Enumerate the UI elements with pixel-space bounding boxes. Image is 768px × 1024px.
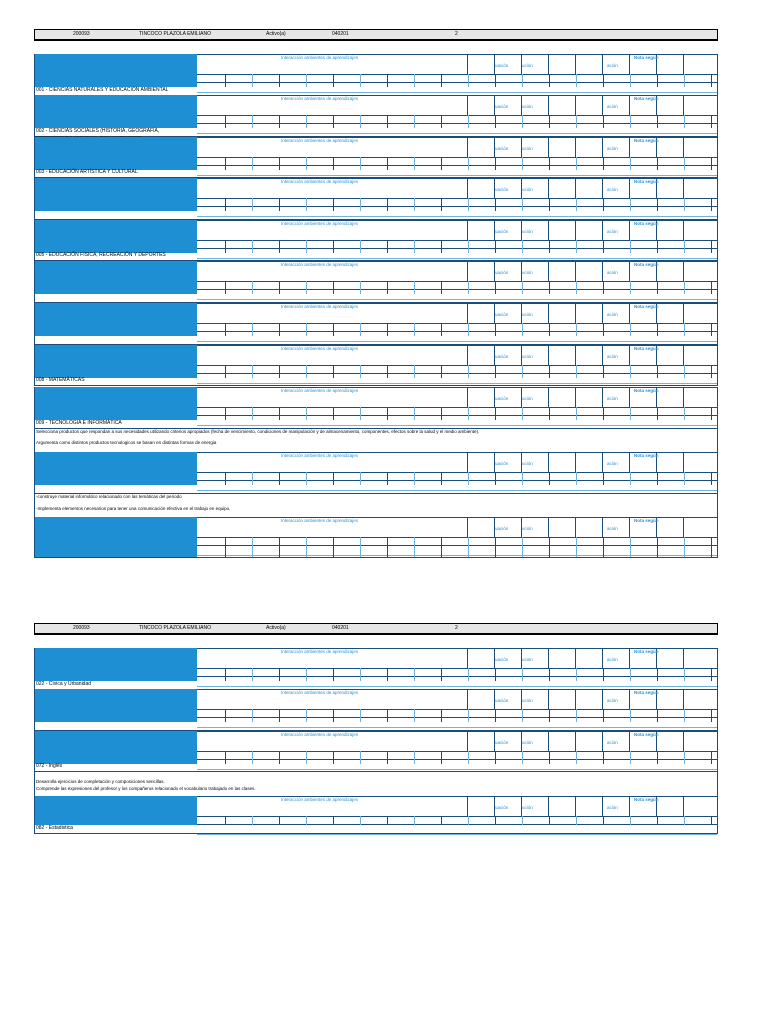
subject-header-cell xyxy=(35,517,197,558)
grade-block xyxy=(34,261,718,294)
evaluation-label: uación xyxy=(495,104,509,109)
evaluation-label: uación xyxy=(495,187,509,192)
subject-label: 009 - TECNOLOGIA E INFORMÁTICA xyxy=(36,420,122,426)
subject-label: 001 - CIENCIAS NATURALES Y EDUCACIÓN AMBIENTAL xyxy=(36,87,169,93)
subject-header-cell xyxy=(35,261,197,294)
interaccion-label: Interacción ambientes de aprendizajes xyxy=(281,453,359,458)
evaluation-label: uación xyxy=(495,146,509,151)
grade-grid xyxy=(197,261,717,294)
subject-label: 002 - CIENCIAS SOCIALES (HISTORIA, GEOGRAFÍA, xyxy=(36,128,160,134)
grade-grid xyxy=(197,345,717,378)
grade-grid xyxy=(197,178,717,211)
subject-label: 022 - Cívica y Urbanidad xyxy=(36,681,92,687)
evaluation-label: ución xyxy=(522,698,533,703)
subject-header-cell xyxy=(35,54,197,87)
grade-grid xyxy=(197,517,717,558)
grade-grid xyxy=(197,648,717,681)
subject-header-cell xyxy=(35,303,197,336)
subject-label: 005 - EDUCACIÓN FÍSICA, RECREACIÓN Y DEPORTES xyxy=(36,252,166,258)
evaluation-label: ación xyxy=(607,461,618,466)
interaccion-label: Interacción ambientes de aprendizajes xyxy=(281,304,359,309)
grade-block xyxy=(34,95,718,128)
subject-header-cell xyxy=(35,648,197,681)
student-code: 200093 xyxy=(73,625,90,631)
grade-block xyxy=(34,345,718,378)
student-group: 040201 xyxy=(332,625,349,631)
achievement-text: Argumenta como distintos productos tecnologicos se basan en distintas formas de energia xyxy=(36,440,217,445)
grade-block xyxy=(34,689,718,722)
grade-grid xyxy=(197,303,717,336)
nota-label: Nota según xyxy=(634,388,659,393)
evaluation-label: uación xyxy=(495,805,509,810)
grade-block xyxy=(34,303,718,336)
student-header xyxy=(34,29,718,41)
evaluation-label: ación xyxy=(607,63,618,68)
nota-label: Nota según xyxy=(634,96,659,101)
interaccion-label: Interacción ambientes de aprendizajes xyxy=(281,797,359,802)
student-name: TINCOCO PLAZOLA EMILIANO xyxy=(139,31,211,37)
nota-label: Nota según xyxy=(634,649,659,654)
evaluation-label: ución xyxy=(522,461,533,466)
grade-block xyxy=(34,137,718,170)
grade-block xyxy=(34,517,718,558)
interaccion-label: Interacción ambientes de aprendizajes xyxy=(281,55,359,60)
student-code: 200093 xyxy=(73,31,90,37)
evaluation-label: ución xyxy=(522,657,533,662)
evaluation-label: ación xyxy=(607,187,618,192)
nota-label: Nota según xyxy=(634,797,659,802)
interaccion-label: Interacción ambientes de aprendizajes xyxy=(281,179,359,184)
student-status: Activo(a) xyxy=(266,625,286,631)
evaluation-label: ación xyxy=(607,312,618,317)
interaccion-label: Interacción ambientes de aprendizajes xyxy=(281,518,359,523)
achievements-009 xyxy=(34,428,718,453)
evaluation-label: ación xyxy=(607,104,618,109)
evaluation-label: ución xyxy=(522,354,533,359)
subject-label: 003 - EDUCACIÓN ARTÍSTICA Y CULTURAL xyxy=(36,169,138,175)
subject-header-cell xyxy=(35,731,197,764)
evaluation-label: ución xyxy=(522,229,533,234)
grade-block xyxy=(34,54,718,87)
subject-row-blank xyxy=(34,211,718,220)
evaluation-label: ación xyxy=(607,229,618,234)
subject-header-cell xyxy=(35,689,197,722)
grade-block xyxy=(34,387,718,420)
evaluation-label: uación xyxy=(495,461,509,466)
student-group: 040201 xyxy=(332,31,349,37)
evaluation-label: ución xyxy=(522,805,533,810)
evaluation-label: ación xyxy=(607,698,618,703)
evaluation-label: ación xyxy=(607,270,618,275)
nota-label: Nota según xyxy=(634,138,659,143)
grade-block xyxy=(34,178,718,211)
grade-grid xyxy=(197,689,717,722)
subject-row-blank xyxy=(34,336,718,345)
nota-label: Nota según xyxy=(634,304,659,309)
achievement-text: Selecciona productos que respondan a sus necesidades utilizando criterios apropiados (fecha de vencimiento, condiciones de manipulación y de almacenamiento, componentes, efectos sobre la salud y el medio ambiente). xyxy=(36,429,480,434)
achievements-blank xyxy=(34,493,718,518)
evaluation-label: ación xyxy=(607,805,618,810)
evaluation-label: ución xyxy=(522,312,533,317)
nota-label: Nota según xyxy=(634,690,659,695)
evaluation-label: ución xyxy=(522,63,533,68)
evaluation-label: uación xyxy=(495,698,509,703)
evaluation-label: ución xyxy=(522,104,533,109)
evaluation-label: ución xyxy=(522,396,533,401)
interaccion-label: Interacción ambientes de aprendizajes xyxy=(281,732,359,737)
subject-header-cell xyxy=(35,95,197,128)
subject-label: 008 - MATEMÁTICAS xyxy=(36,377,85,383)
grade-block xyxy=(34,220,718,253)
grade-grid xyxy=(197,452,717,485)
grade-grid xyxy=(197,220,717,253)
evaluation-label: uación xyxy=(495,657,509,662)
student-name: TINCOCO PLAZOLA EMILIANO xyxy=(139,625,211,631)
evaluation-label: uación xyxy=(495,740,509,745)
student-status: Activo(a) xyxy=(266,31,286,37)
interaccion-label: Interacción ambientes de aprendizajes xyxy=(281,221,359,226)
grade-grid xyxy=(197,54,717,87)
nota-label: Nota según xyxy=(634,518,659,523)
subject-header-cell xyxy=(35,387,197,420)
evaluation-label: uación xyxy=(495,354,509,359)
student-header-2 xyxy=(34,623,718,635)
evaluation-label: uación xyxy=(495,229,509,234)
subject-header-cell xyxy=(35,178,197,211)
grade-grid xyxy=(197,137,717,170)
period-number: 2 xyxy=(455,625,458,631)
evaluation-label: uación xyxy=(495,312,509,317)
subject-header-cell xyxy=(35,796,197,825)
evaluation-label: ación xyxy=(607,354,618,359)
achievements-072 xyxy=(34,772,718,797)
nota-label: Nota según xyxy=(634,732,659,737)
evaluation-label: ación xyxy=(607,146,618,151)
nota-label: Nota según xyxy=(634,179,659,184)
grade-grid xyxy=(197,796,717,825)
subject-row-003 xyxy=(34,169,718,178)
subject-row-008 xyxy=(34,377,718,386)
achievement-text: Desarrolla ejercicios de completación y composiciones sencillas. xyxy=(36,779,165,784)
nota-label: Nota según xyxy=(634,55,659,60)
subject-header-cell xyxy=(35,137,197,170)
evaluation-label: ación xyxy=(607,740,618,745)
subject-header-cell xyxy=(35,452,197,485)
subject-label: 072 - Inglés xyxy=(36,763,63,769)
subject-header-cell xyxy=(35,220,197,253)
interaccion-label: Interacción ambientes de aprendizajes xyxy=(281,388,359,393)
evaluation-label: ución xyxy=(522,740,533,745)
evaluation-label: uación xyxy=(495,396,509,401)
grade-grid xyxy=(197,731,717,764)
achievement-text: -Implementa elementos necesarios para tener una comunicación efectiva en el trabajo en equipo. xyxy=(36,506,231,511)
achievement-text: Comprende las expresiones del profesor y los compañeros relacionado el vocabulario trabajado en las clases. xyxy=(36,786,256,791)
grade-block xyxy=(34,796,718,825)
subject-row-blank xyxy=(34,722,718,731)
subject-row-005 xyxy=(34,252,718,261)
interaccion-label: Interacción ambientes de aprendizajes xyxy=(281,346,359,351)
grade-block xyxy=(34,731,718,764)
interaccion-label: Interacción ambientes de aprendizajes xyxy=(281,649,359,654)
interaccion-label: Interacción ambientes de aprendizajes xyxy=(281,96,359,101)
grade-grid xyxy=(197,95,717,128)
evaluation-label: uación xyxy=(495,270,509,275)
evaluation-label: ación xyxy=(607,657,618,662)
evaluation-label: uación xyxy=(495,526,509,531)
achievement-text: -construye material informático relacionado con las temáticas del periodo xyxy=(36,494,182,499)
evaluation-label: ución xyxy=(522,526,533,531)
report-page-1 xyxy=(34,29,718,41)
grade-grid xyxy=(197,387,717,420)
interaccion-label: Interacción ambientes de aprendizajes xyxy=(281,262,359,267)
subject-label: 082 - Estadistica xyxy=(36,825,73,831)
grade-block xyxy=(34,648,718,681)
interaccion-label: Interacción ambientes de aprendizajes xyxy=(281,690,359,695)
evaluation-label: uación xyxy=(495,63,509,68)
subject-row-072 xyxy=(34,763,718,772)
evaluation-label: ación xyxy=(607,526,618,531)
period-number: 2 xyxy=(455,31,458,37)
evaluation-label: ución xyxy=(522,146,533,151)
subject-row-082 xyxy=(34,825,718,834)
evaluation-label: ación xyxy=(607,396,618,401)
report-page-2 xyxy=(34,623,718,635)
evaluation-label: ución xyxy=(522,270,533,275)
grade-block xyxy=(34,452,718,485)
subject-header-cell xyxy=(35,345,197,378)
nota-label: Nota según xyxy=(634,262,659,267)
evaluation-label: ución xyxy=(522,187,533,192)
interaccion-label: Interacción ambientes de aprendizajes xyxy=(281,138,359,143)
nota-label: Nota según xyxy=(634,346,659,351)
nota-label: Nota según xyxy=(634,453,659,458)
nota-label: Nota según xyxy=(634,221,659,226)
subject-row-blank xyxy=(34,294,718,303)
